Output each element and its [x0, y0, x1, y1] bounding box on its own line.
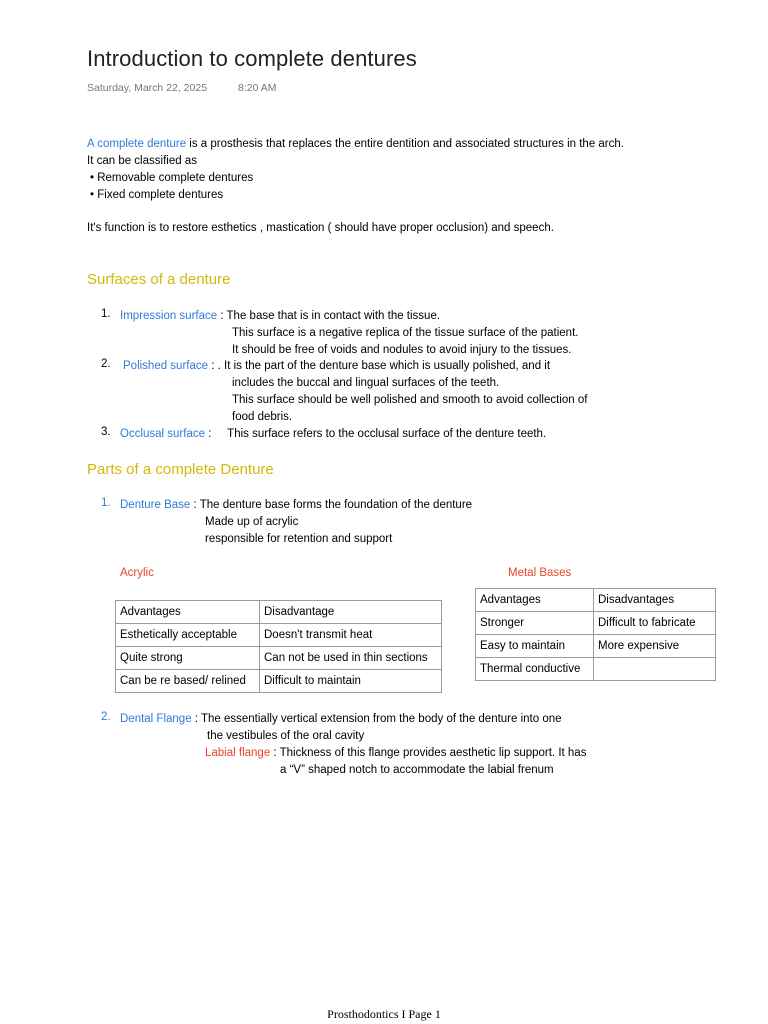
table-row	[476, 658, 716, 681]
surface-term: Polished surface	[123, 360, 209, 372]
part-denture-base	[120, 497, 472, 514]
surface-occlusal	[120, 426, 546, 443]
surface-text: : The base that is in contact with the tissue.	[217, 310, 441, 322]
labial-line: a “V” shaped notch to accommodate the labial frenum	[280, 764, 554, 776]
surface-impression	[120, 308, 440, 325]
table-cell: Thermal conductive	[476, 658, 594, 681]
list-item	[90, 170, 253, 187]
table-cell	[594, 658, 716, 681]
intro-term: A complete denture	[87, 138, 187, 150]
table-cell: Can be re based/ relined	[116, 670, 260, 693]
acrylic-label: Acrylic	[120, 567, 154, 579]
page-title: Introduction to complete dentures	[87, 46, 417, 71]
table-cell: Advantages	[476, 589, 594, 612]
list-number: 1.	[101, 497, 111, 509]
bullet-icon: •	[90, 189, 95, 201]
table-cell: Difficult to fabricate	[594, 612, 716, 635]
table-row	[116, 670, 442, 693]
bullet-text: Fixed complete dentures	[97, 189, 224, 201]
labial-term: Labial flange	[205, 747, 271, 759]
surface-text: : This surface refers to the occlusal surface of the denture teeth.	[205, 428, 547, 440]
metal-bases-table	[475, 588, 716, 681]
labial-text: : Thickness of this flange provides aesthetic lip support. It has	[270, 747, 587, 759]
intro-classified: It can be classified as	[87, 155, 197, 167]
intro-definition	[87, 136, 624, 153]
part-term: Denture Base	[120, 499, 191, 511]
table-cell: Advantages	[116, 601, 260, 624]
page-date: Saturday, March 22, 2025	[87, 82, 208, 94]
surface-term: Occlusal surface	[120, 428, 206, 440]
page-time: 8:20 AM	[238, 82, 277, 94]
bullet-text: Removable complete dentures	[97, 172, 254, 184]
surface-line: It should be free of voids and nodules to avoid injury to the tissues.	[232, 344, 572, 356]
labial-flange	[205, 745, 586, 762]
surface-line: includes the buccal and lingual surfaces of the teeth.	[232, 377, 500, 389]
part-dental-flange	[120, 711, 562, 728]
bullet-icon: •	[90, 172, 95, 184]
table-cell: Easy to maintain	[476, 635, 594, 658]
surface-line: food debris.	[232, 411, 293, 423]
table-cell: Stronger	[476, 612, 594, 635]
part-text: : The denture base forms the foundation of the denture	[190, 499, 473, 511]
surface-line: This surface should be well polished and smooth to avoid collection of	[232, 394, 588, 406]
intro-function: It's function is to restore esthetics , mastication ( should have proper occlusion) and speech.	[87, 222, 554, 234]
acrylic-table	[115, 600, 442, 693]
table-cell: More expensive	[594, 635, 716, 658]
part-line: the vestibules of the oral cavity	[207, 730, 365, 742]
table-row	[116, 601, 442, 624]
list-item	[90, 187, 223, 204]
part-term: Dental Flange	[120, 713, 192, 725]
parts-heading: Parts of a complete Denture	[87, 461, 274, 478]
part-line: responsible for retention and support	[205, 533, 393, 545]
table-cell: Disadvantages	[594, 589, 716, 612]
table-row	[476, 612, 716, 635]
table-cell: Disadvantage	[260, 601, 442, 624]
part-line: Made up of acrylic	[205, 516, 299, 528]
surface-polished	[123, 358, 550, 375]
table-row	[476, 589, 716, 612]
page-footer: Prosthodontics I Page 1	[327, 1007, 441, 1021]
list-number: 2.	[101, 711, 111, 723]
list-number: 2.	[101, 358, 111, 370]
surface-line: This surface is a negative replica of the tissue surface of the patient.	[232, 327, 579, 339]
surfaces-heading: Surfaces of a denture	[87, 271, 231, 288]
surface-text: : . It is the part of the denture base which is usually polished, and it	[208, 360, 551, 372]
table-row	[116, 624, 442, 647]
table-cell: Difficult to maintain	[260, 670, 442, 693]
table-cell: Quite strong	[116, 647, 260, 670]
metal-bases-label: Metal Bases	[508, 567, 572, 579]
surface-term: Impression surface	[120, 310, 218, 322]
intro-definition-text: is a prosthesis that replaces the entire dentition and associated structures in the arch.	[186, 138, 624, 150]
part-text: : The essentially vertical extension from the body of the denture into one	[191, 713, 562, 725]
list-number: 1.	[101, 308, 111, 320]
table-row	[116, 647, 442, 670]
list-number: 3.	[101, 426, 111, 438]
table-cell: Doesn't transmit heat	[260, 624, 442, 647]
table-cell: Can not be used in thin sections	[260, 647, 442, 670]
table-row	[476, 635, 716, 658]
table-cell: Esthetically acceptable	[116, 624, 260, 647]
